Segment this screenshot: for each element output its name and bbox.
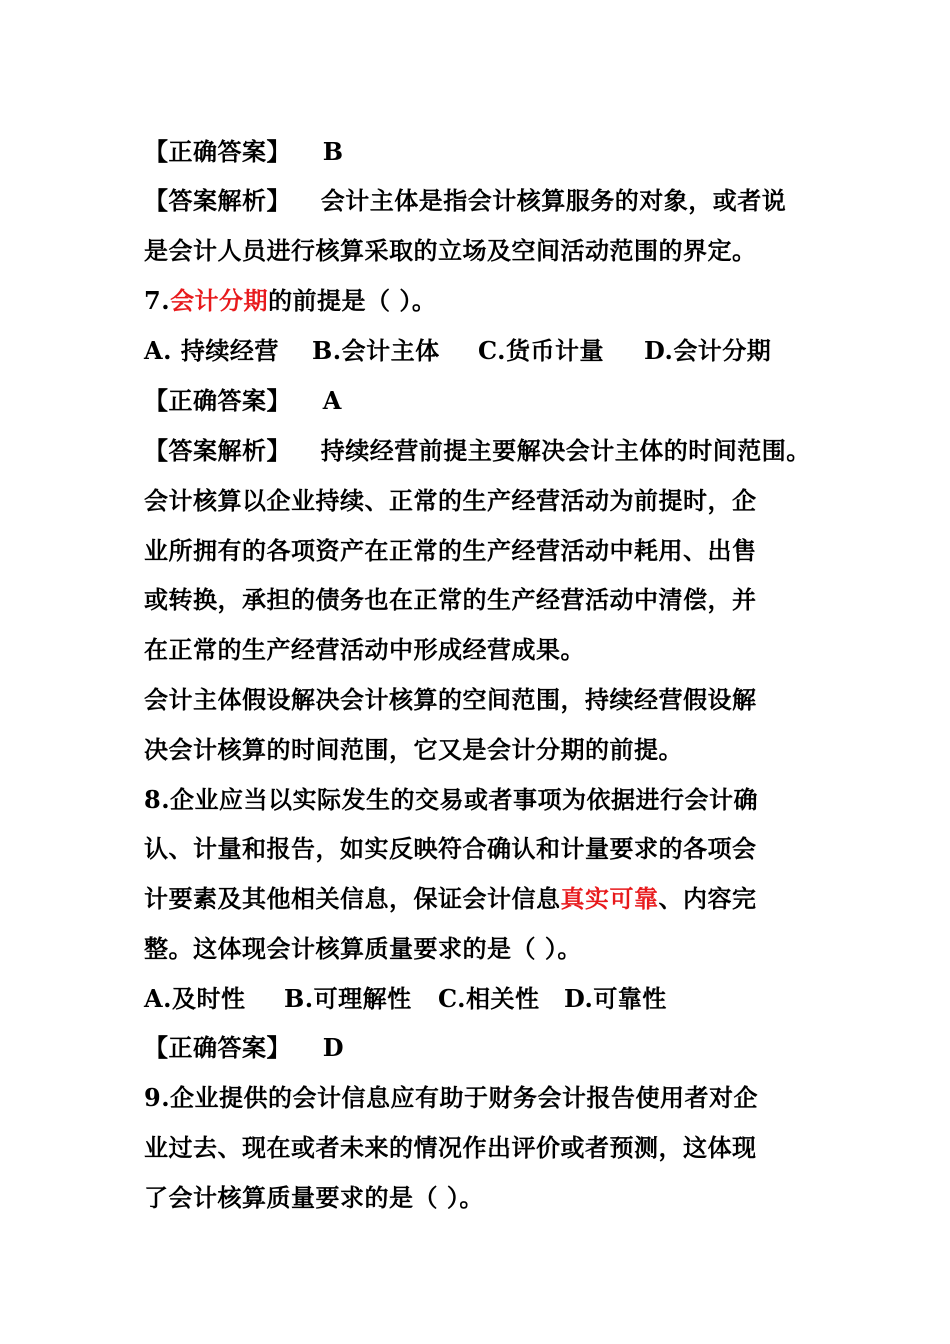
highlight-text: 会计分期 [170,286,269,315]
answer-value: D [322,1033,345,1062]
question-stem: 的前提是（ ）。 [268,286,437,315]
q9-stem-line-1: 9.企业提供的会计信息应有助于财务会计报告使用者对企 [144,1083,759,1112]
q7-analysis-line-3: 业所拥有的各项资产在正常的生产经营活动中耗用、出售 [144,536,757,565]
q7-analysis-line-2: 会计核算以企业持续、正常的生产经营活动为前提时，企 [144,486,757,515]
q7-analysis-line-4: 或转换，承担的债务也在正常的生产经营活动中清偿，并 [144,585,757,614]
analysis-label: 【答案解析】 [144,186,291,215]
q7-stem [144,284,824,318]
stem-text: 计要素及其他相关信息，保证会计信息 [144,884,561,913]
option-d: D.可靠性 [564,984,667,1013]
answer-label: 【正确答案】 [144,1033,291,1062]
option-a: A. 持续经营 [144,336,279,365]
answer-value: B [322,137,344,166]
q7-options [144,334,824,368]
q7-answer-line [144,384,824,418]
analysis-label: 【答案解析】 [144,436,291,465]
q7-analysis-line-6: 会计主体假设解决会计核算的空间范围，持续经营假设解 [144,685,757,714]
option-b: B.可理解性 [284,984,412,1013]
answer-value: A [322,386,342,415]
q6-analysis-line-2: 是会计人员进行核算采取的立场及空间活动范围的界定。 [144,236,757,265]
q7-analysis-line-5: 在正常的生产经营活动中形成经营成果。 [144,635,585,664]
stem-text: 、内容完 [658,884,757,913]
highlight-text: 真实可靠 [560,884,659,913]
answer-label: 【正确答案】 [144,386,291,415]
option-c: C.相关性 [438,984,540,1013]
q8-options [144,982,824,1016]
q8-stem-line-4: 整。这体现会计核算质量要求的是（ ）。 [144,934,582,963]
q8-stem-line-1: 8.企业应当以实际发生的交易或者事项为依据进行会计确 [144,785,759,814]
q8-stem-line-3 [144,882,824,916]
analysis-text: 持续经营前提主要解决会计主体的时间范围。 [320,436,811,465]
option-d: D.会计分期 [644,336,772,365]
answer-label: 【正确答案】 [144,137,291,166]
q6-analysis-line-1 [144,184,824,218]
q6-answer-line [144,135,824,169]
option-a: A.及时性 [144,984,246,1013]
option-c: C.货币计量 [478,336,605,365]
q8-stem-line-2: 认、计量和报告，如实反映符合确认和计量要求的各项会 [144,834,757,863]
question-number: 7. [144,286,171,315]
q9-stem-line-2: 业过去、现在或者未来的情况作出评价或者预测，这体现 [144,1133,757,1162]
q7-analysis-line-1 [144,434,824,468]
q9-stem-line-3: 了会计核算质量要求的是（ ）。 [144,1183,484,1212]
q8-answer-line [144,1031,824,1065]
q7-analysis-line-7: 决会计核算的时间范围，它又是会计分期的前提。 [144,735,683,764]
option-b: B.会计主体 [312,336,440,365]
analysis-text: 会计主体是指会计核算服务的对象，或者说 [320,186,787,215]
